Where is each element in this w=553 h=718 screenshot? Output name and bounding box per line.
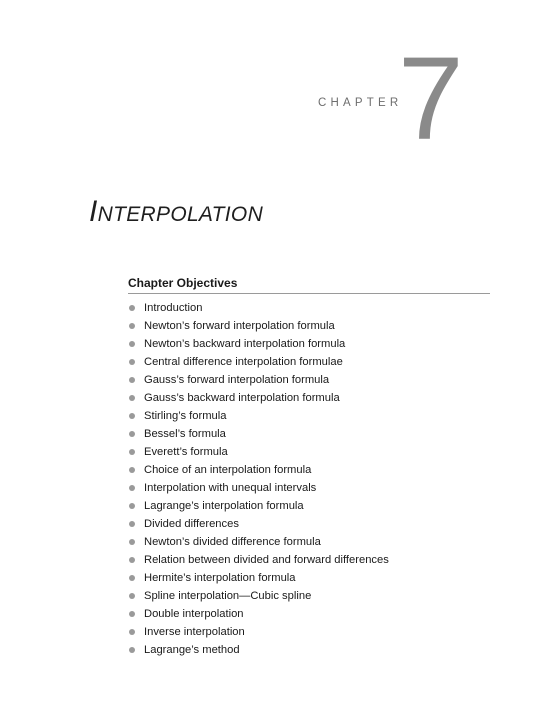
objective-text: Relation between divided and forward differences: [144, 554, 389, 566]
objective-item: [128, 533, 490, 551]
objective-text: Gauss’s forward interpolation formula: [144, 374, 330, 386]
objective-text: Interpolation with unequal intervals: [144, 482, 317, 494]
objective-item: [128, 479, 490, 497]
objective-item: [128, 587, 490, 605]
objective-text: Bessel’s formula: [144, 428, 226, 440]
objective-item: [128, 443, 490, 461]
objective-text: Central difference interpolation formulae: [144, 356, 343, 368]
bullet-icon: [129, 611, 135, 617]
objective-item: [128, 623, 490, 641]
objective-item: [128, 569, 490, 587]
objective-item: [128, 317, 490, 335]
chapter-number: 7: [398, 33, 464, 165]
bullet-icon: [129, 557, 135, 563]
bullet-icon: [129, 539, 135, 545]
chapter-label: CHAPTER: [318, 97, 403, 109]
bullet-icon: [129, 431, 135, 437]
objective-text: Choice of an interpolation formula: [144, 464, 312, 476]
objective-item: [128, 551, 490, 569]
bullet-icon: [129, 323, 135, 329]
bullet-icon: [129, 305, 135, 311]
objective-text: Newton’s backward interpolation formula: [144, 338, 346, 350]
bullet-icon: [129, 647, 135, 653]
bullet-icon: [129, 377, 135, 383]
objective-item: [128, 515, 490, 533]
chapter-objectives: [128, 276, 490, 659]
objective-item: [128, 389, 490, 407]
bullet-icon: [129, 359, 135, 365]
objective-text: Newton’s forward interpolation formula: [144, 320, 335, 332]
objective-text: Hermite’s interpolation formula: [144, 572, 296, 584]
objective-item: [128, 605, 490, 623]
objective-item: [128, 461, 490, 479]
objective-item: [128, 299, 490, 317]
objective-item: [128, 407, 490, 425]
bullet-icon: [129, 449, 135, 455]
bullet-icon: [129, 629, 135, 635]
objective-text: Divided differences: [144, 518, 239, 530]
objective-text: Double interpolation: [144, 608, 244, 620]
objective-item: [128, 353, 490, 371]
bullet-icon: [129, 575, 135, 581]
chapter-title-initial: I: [89, 195, 98, 228]
objective-text: Inverse interpolation: [144, 626, 245, 638]
bullet-icon: [129, 485, 135, 491]
objective-text: Stirling’s formula: [144, 410, 227, 422]
objective-item: [128, 371, 490, 389]
objectives-heading: Chapter Objectives: [128, 276, 490, 294]
bullet-icon: [129, 341, 135, 347]
objective-text: Newton’s divided difference formula: [144, 536, 321, 548]
objective-text: Lagrange’s interpolation formula: [144, 500, 304, 512]
objective-text: Introduction: [144, 302, 203, 314]
objective-item: [128, 335, 490, 353]
objective-text: Lagrange’s method: [144, 644, 240, 656]
bullet-icon: [129, 593, 135, 599]
objective-item: [128, 641, 490, 659]
objectives-list: [128, 299, 490, 659]
bullet-icon: [129, 413, 135, 419]
objective-item: [128, 425, 490, 443]
objective-item: [128, 497, 490, 515]
objective-text: Everett’s formula: [144, 446, 228, 458]
bullet-icon: [129, 467, 135, 473]
bullet-icon: [129, 521, 135, 527]
chapter-title-rest: NTERPOLATION: [97, 203, 264, 226]
bullet-icon: [129, 503, 135, 509]
objective-text: Spline interpolation—Cubic spline: [144, 590, 312, 602]
chapter-title: [89, 195, 263, 229]
objective-text: Gauss’s backward interpolation formula: [144, 392, 340, 404]
bullet-icon: [129, 395, 135, 401]
